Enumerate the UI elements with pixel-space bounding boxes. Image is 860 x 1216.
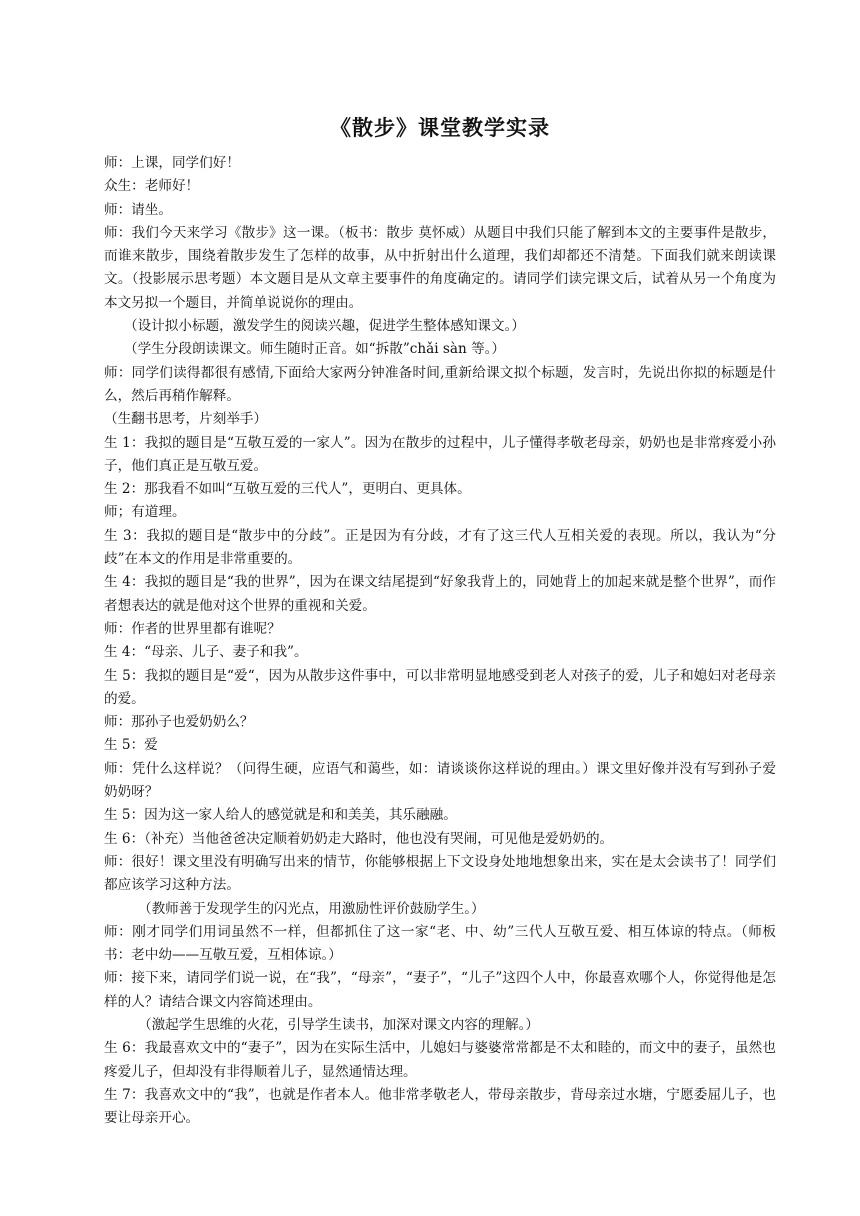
paragraph: 生 4：“母亲、儿子、妻子和我”。	[104, 644, 308, 661]
paragraph: 师：那孙子也爱奶奶么？	[104, 714, 254, 731]
stage-direction: （学生分段朗读课文。师生随时正音。如“拆散”chǎi sàn 等。）	[124, 341, 506, 358]
paragraph: 师：我们今天来学习《散步》这一课。（板书：散步 莫怀威）从题目中我们只能了解到本文的主要事件是散步，而谁来散步，围绕着散步发生了怎样的故事，从中折射出什么道理，我们却都还不清楚。下面我们就来朗读课文。（投影展示思考题）本文题目是从文章主要事件的角度确定的。请同学们读完课文后，试着从另一个角度为本文另拟一个题目，并简单说说你的理由。	[104, 224, 776, 311]
paragraph: 师：同学们读得都很有感情,下面给大家两分钟准备时间,重新给课文拟个标题，发言时，先说出你拟的标题是什么，然后再稍作解释。	[104, 364, 776, 404]
paragraph: 生 1：我拟的题目是“互敬互爱的一家人”。因为在散步的过程中，儿子懂得孝敬老母亲，奶奶也是非常疼爱小孙子，他们真正是互敬互爱。	[104, 434, 776, 474]
paragraph: 生 2：那我看不如叫“互敬互爱的三代人”，更明白、更具体。	[104, 481, 471, 498]
paragraph: 生 5：爱	[104, 737, 158, 754]
paragraph: 师；有道理。	[104, 504, 186, 521]
paragraph: 生 6：（补充）当他爸爸决定顺着奶奶走大路时，他也没有哭闹，可见他是爱奶奶的。	[104, 830, 614, 847]
paragraph: 师：很好！课文里没有明确写出来的情节，你能够根据上下文设身处地地想象出来，实在是太会读书了！同学们都应该学习这种方法。	[104, 853, 776, 894]
paragraph: 生 6：我最喜欢文中的“妻子”，因为在实际生活中，儿媳妇与婆婆常常都是不太和睦的，而文中的妻子，虽然也疼爱儿子，但却没有非得顺着儿子，显然通情达理。	[104, 1040, 776, 1080]
paragraph: 师：刚才同学们用词虽然不一样，但都抓住了这一家“老、中、幼”三代人互敬互爱、相互体谅的特点。（师板书：老中幼——互敬互爱，互相体谅。）	[104, 923, 776, 964]
paragraph: 师：请坐。	[104, 201, 172, 218]
document-page	[104, 112, 776, 1130]
design-note: （教师善于发现学生的闪光点，用激励性评价鼓励学生。）	[138, 900, 485, 917]
paragraph: 师：上课，同学们好！	[104, 155, 240, 171]
stage-direction: （生翻书思考，片刻举手）	[104, 411, 268, 428]
paragraph: 生 5：我拟的题目是“爱“，因为从散步这件事中，可以非常明显地感受到老人对孩子的爱，儿子和媳妇对老母亲的爱。	[104, 667, 776, 707]
paragraph: 生 7：我喜欢文中的“我”，也就是作者本人。他非常孝敬老人，带母亲散步，背母亲过水塘，宁愿委屈儿子，也要让母亲开心。	[104, 1086, 776, 1127]
paragraph: 生 5：因为这一家人给人的感觉就是和和美美，其乐融融。	[104, 807, 457, 824]
paragraph: 生 4：我拟的题目是“我的世界”，因为在课文结尾提到“好象我背上的，同她背上的加起来就是整个世界”，而作者想表达的就是他对这个世界的重视和关爱。	[104, 574, 776, 614]
paragraph: 师：凭什么这样说？（问得生硬，应语气和蔼些，如：请谈谈你这样说的理由。）课文里好像并没有写到孙子爱奶奶呀？	[104, 760, 776, 801]
paragraph: 师：作者的世界里都有谁呢？	[104, 620, 281, 637]
paragraph: 生 3：我拟的题目是“散步中的分歧”。正是因为有分歧，才有了这三代人互相关爱的表现。所以，我认为“分歧”在本文的作用是非常重要的。	[104, 527, 776, 568]
document-title: 《散步》课堂教学实录	[330, 115, 550, 140]
design-note: （设计拟小标题，激发学生的阅读兴趣，促进学生整体感知课文。）	[124, 318, 526, 335]
design-note: （激起学生思维的火花，引导学生读书，加深对课文内容的理解。）	[138, 1016, 540, 1033]
paragraph: 师：接下来，请同学们说一说，在“我”，“母亲”，“妻子”，“儿子”这四个人中，你最喜欢哪个人，你觉得他是怎样的人？请结合课文内容简述理由。	[104, 970, 776, 1010]
paragraph: 众生：老师好！	[104, 178, 200, 195]
